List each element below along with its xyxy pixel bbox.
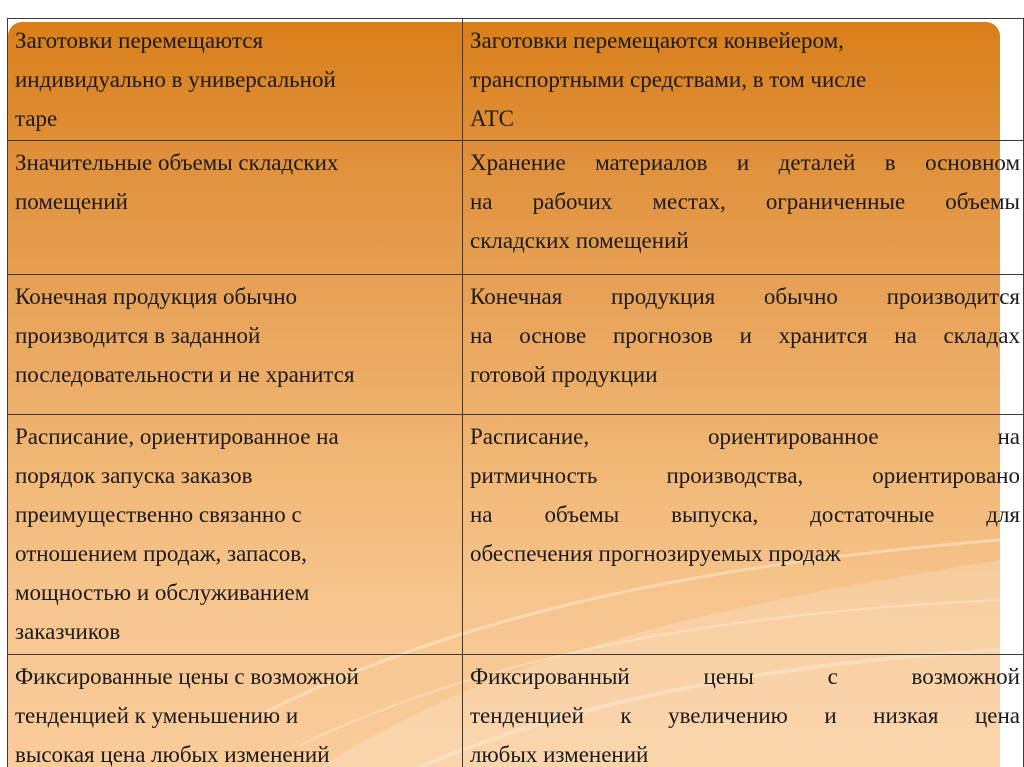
cell-line: Конечная продукция обычно производится <box>470 284 1020 309</box>
table-row <box>8 19 1024 141</box>
table-cell-right <box>463 275 1024 415</box>
cell-line: порядок запуска заказов <box>15 463 253 488</box>
cell-line: высокая цена любых изменений <box>15 742 330 767</box>
cell-line: на основе прогнозов и хранится на складах <box>470 323 1020 348</box>
cell-line: ритмичность производства, ориентировано <box>470 463 1020 488</box>
table-cell-left <box>8 19 463 141</box>
cell-line: на рабочих местах, ограниченные объемы <box>470 189 1020 214</box>
cell-line: производится в заданной <box>15 323 261 348</box>
table-cell-left <box>8 655 463 767</box>
cell-line: АТС <box>470 106 514 131</box>
table-row <box>8 415 1024 655</box>
cell-line: Расписание, ориентированное на <box>470 424 1020 449</box>
cell-line: Конечная продукция обычно <box>15 284 298 309</box>
cell-line: любых изменений <box>470 742 649 767</box>
cell-line: Фиксированный цены с возможной <box>470 664 1020 689</box>
cell-line: готовой продукции <box>470 362 658 387</box>
table-cell-right <box>463 19 1024 141</box>
comparison-table <box>7 18 1024 767</box>
cell-line: мощностью и обслуживанием <box>15 580 310 605</box>
cell-line: Расписание, ориентированное на <box>15 424 339 449</box>
cell-line: тенденцией к уменьшению и <box>15 703 299 728</box>
cell-line: складских помещений <box>470 228 689 253</box>
table-cell-right <box>463 141 1024 275</box>
table-row <box>8 275 1024 415</box>
cell-line: отношением продаж, запасов, <box>15 541 307 566</box>
cell-line: заказчиков <box>15 619 121 644</box>
cell-line: Хранение материалов и деталей в основном <box>470 150 1020 175</box>
cell-line: Заготовки перемещаются конвейером, <box>470 28 844 53</box>
table-cell-left <box>8 141 463 275</box>
cell-line: помещений <box>15 189 128 214</box>
table-cell-left <box>8 275 463 415</box>
table-row <box>8 141 1024 275</box>
cell-line: Фиксированные цены с возможной <box>15 664 359 689</box>
cell-line: последовательности и не хранится <box>15 362 355 387</box>
cell-line: преимущественно связанно с <box>15 502 302 527</box>
cell-line: таре <box>15 106 58 131</box>
table-row <box>8 655 1024 767</box>
cell-line: на объемы выпуска, достаточные для <box>470 502 1020 527</box>
cell-line: тенденцией к увеличению и низкая цена <box>470 703 1020 728</box>
cell-line: индивидуально в универсальной <box>15 67 336 92</box>
cell-line: Заготовки перемещаются <box>15 28 264 53</box>
table-cell-right <box>463 415 1024 655</box>
table-cell-right <box>463 655 1024 767</box>
cell-line: транспортными средствами, в том числе <box>470 67 867 92</box>
cell-line: обеспечения прогнозируемых продаж <box>470 541 841 566</box>
cell-line: Значительные объемы складских <box>15 150 339 175</box>
table-cell-left <box>8 415 463 655</box>
